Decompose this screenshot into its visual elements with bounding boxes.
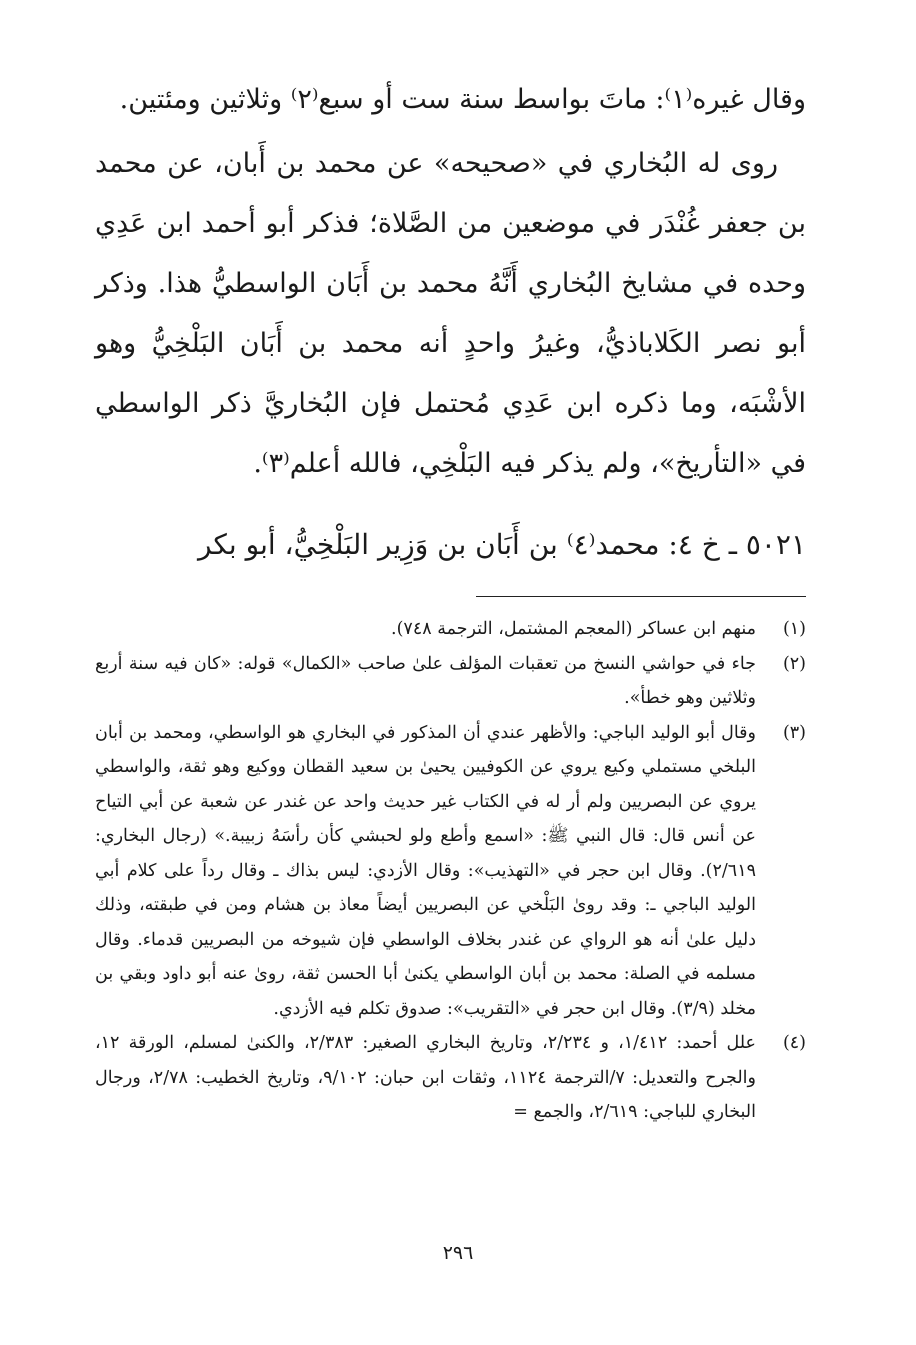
page-number: ٢٩٦ [442, 1242, 474, 1264]
footnote-text: علل أحمد: ١/٤١٢، و ٢/٢٣٤، وتاريخ البخاري الصغير: ٢/٣٨٣، والكنىٰ لمسلم، الورقة ١٢، والجرح والتعديل: ٧/الترجمة ١١٢٤، وثقات ابن حبان: ٩/١٠٢، وتاريخ الخطيب: ٢/٧٨، ورجال البخاري للباجي: ٢/٦١٩، والجمع = [95, 1033, 756, 1122]
footnote-number: (١) [782, 619, 806, 639]
footnote-2 [95, 647, 806, 716]
footnote-number: (٤) [782, 1033, 806, 1053]
footnote-number: (٢) [782, 653, 806, 674]
footnotes [95, 612, 806, 1130]
footnote-4 [95, 1026, 806, 1130]
footnote-text: منهم ابن عساكر (المعجم المشتمل، الترجمة ٧٤٨). [391, 619, 756, 639]
paragraph-death: وقال غيره⁽١⁾: ماتَ بواسط سنة ست أو سبع⁽٢⁾ وثلاثين ومئتين. [119, 84, 806, 115]
footnote-text: جاء في حواشي النسخ من تعقبات المؤلف علىٰ صاحب «الكمال» قوله: «كان فيه سنة أربع وثلاثين وهو خطأ». [95, 653, 756, 708]
footnote-1 [95, 612, 806, 647]
main-text [95, 70, 806, 494]
footnote-3 [95, 716, 806, 1027]
footnote-number: (٣) [782, 722, 806, 743]
biography-entry-heading: ٥٠٢١ ـ خ ٤: محمد⁽٤⁾ بن أَبَان بن وَزِير البَلْخِيُّ، أبو بكر [198, 528, 806, 561]
footnote-text: وقال أبو الوليد الباجي: والأظهر عندي أن المذكور في البخاري هو الواسطي، ومحمد بن أبان البلخي مستملي وكيع يروي عن الكوفيين يحيىٰ بن سعيد القطان ووكيع وهو ثقة، والواسطي يروي عن البصريين ولم أر له في الكتاب غير حديث واحد عن غندر عن شعبة عن أبي التياح عن أنس قال: قال النبي ﷺ: «اسمع وأطع ولو لحبشي كأن رأسَهُ زبيبة.» (رجال البخاري: ٢/٦١٩). وقال ابن حجر في «التهذيب»: وقال الأزدي: ليس بذاك ـ وقال رداً على كلام أبي الوليد الباجي ـ: وقد روىٰ البَلْخي عن البصريين أيضاً معاذ بن هشام ومن في طبقته، وذلك دليل علىٰ أنه هو الرواي عن غندر بخلاف الواسطي فإن شيوخه من البصريين قدماء. وقال مسلمه في الصلة: محمد بن أبان الواسطي يكنىٰ أبا الحسن ثقة، روىٰ عنه أبو داود وبقي بن مخلد (٣/٩). وقال ابن حجر في «التقريب»: صدوق تكلم فيه الأزدي. [95, 722, 756, 1019]
paragraph-bukhari-narration: روى له البُخاري في «صحيحه» عن محمد بن أَبان، عن محمد بن جعفر غُنْدَر في موضعين من الصَّلاة؛ فذكر أبو أحمد ابن عَدِي وحده في مشايخ البُخاري أَنَّهُ محمد بن أَبَان الواسطيُّ هذا. وذكر أبو نصر الكَلاباذيُّ، وغيرُ واحدٍ أنه محمد بن أَبَان البَلْخِيُّ وهو الأشْبَه، وما ذكره ابن عَدِي مُحتمل فإن البُخاريَّ ذكر الواسطي في «التأريخ»، ولم يذكر فيه البَلْخِي، فالله أعلم⁽٣⁾. [95, 148, 806, 479]
footnote-divider [476, 596, 806, 597]
